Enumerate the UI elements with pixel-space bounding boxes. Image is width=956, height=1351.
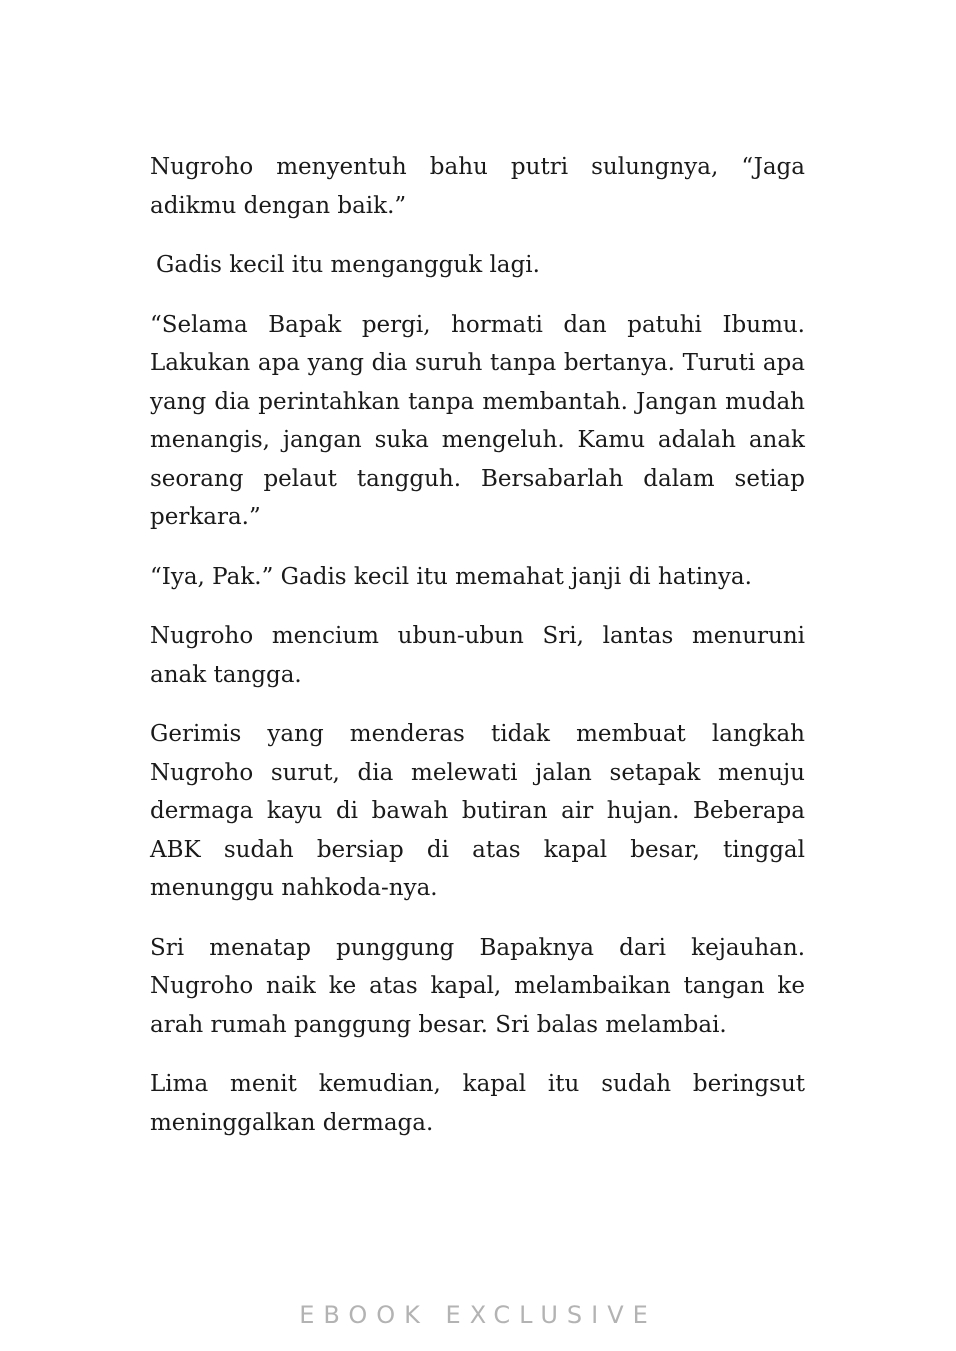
book-page-text — [150, 148, 805, 1163]
footer-label: EBOOK EXCLUSIVE — [299, 1301, 657, 1329]
paragraph: Sri menatap punggung Bapaknya dari kejauhan. Nugroho naik ke atas kapal, melambaikan tangan ke arah rumah panggung besar. Sri balas melambai. — [150, 934, 805, 1038]
paragraph: Nugroho mencium ubun-ubun Sri, lantas menuruni anak tangga. — [150, 623, 805, 688]
paragraph: Lima menit kemudian, kapal itu sudah beringsut meninggalkan dermaga. — [150, 1071, 805, 1136]
paragraph: Gerimis yang menderas tidak membuat langkah Nugroho surut, dia melewati jalan setapak menuju dermaga kayu di bawah butiran air hujan. Beberapa ABK sudah bersiap di atas kapal besar, tinggal menunggu nahkoda-nya. — [150, 721, 805, 901]
paragraph: “Selama Bapak pergi, hormati dan patuhi Ibumu. Lakukan apa yang dia suruh tanpa bertanya. Turuti apa yang dia perintahkan tanpa membantah. Jangan mudah menangis, jangan suka mengeluh. Kamu adalah anak seorang pelaut tangguh. Bersabarlah dalam setiap perkara.” — [150, 311, 805, 530]
paragraph: Nugroho menyentuh bahu putri sulungnya, “Jaga adikmu dengan baik.” — [150, 154, 805, 219]
paragraph: “Iya, Pak.” Gadis kecil itu memahat janji di hatinya. — [150, 563, 752, 590]
paragraph: Gadis kecil itu mengangguk lagi. — [156, 252, 540, 278]
